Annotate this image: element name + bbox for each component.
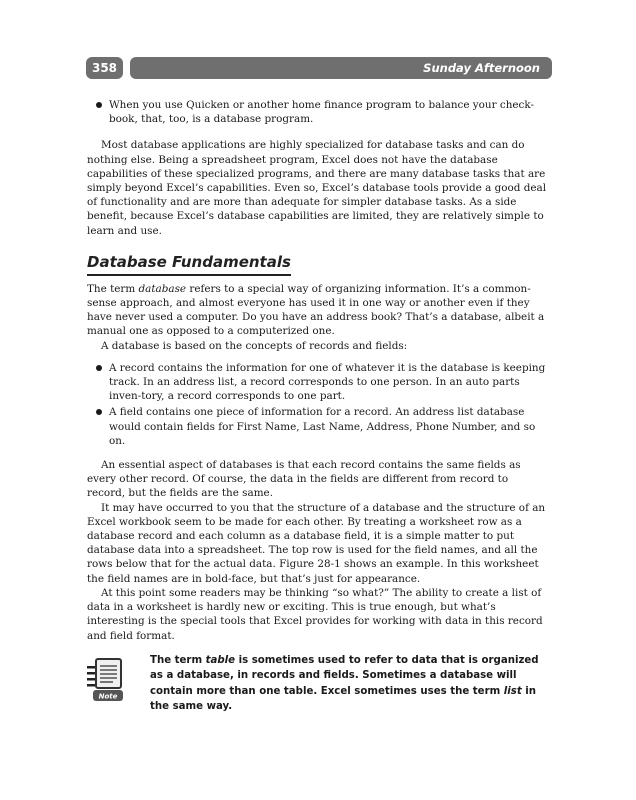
running-head: Sunday Afternoon bbox=[130, 57, 552, 79]
note-text: The term table is sometimes used to refer to data that is organized as a database, in records and fields. Sometimes a database will contain more than one table. Excel sometimes uses the term list in the same way. bbox=[150, 654, 539, 712]
records-fields-list bbox=[87, 361, 547, 448]
body-paragraph: It may have occurred to you that the structure of a database and the structure of an Excel workbook seem to be made for each other. By treating a worksheet row as a database record and each column as a database field, it is a simple matter to put database data into a spreadsheet. The top row is used for the field names, and all the rows below that for the actual data. Figure 28-1 shows an example. In this worksheet the field names are in bold-face, but that’s just for appearance. bbox=[87, 501, 546, 585]
page-number: 358 bbox=[86, 57, 123, 79]
note-icon bbox=[87, 657, 127, 701]
definition-paragraph: The term database refers to a special way of organizing information. It’s a common-sense approach, and almost everyone has used it in one way or another even if they have never used a computer. Do you have an address book? That’s a database, albeit a manual one as opposed to a computerized one. bbox=[87, 282, 545, 338]
term-database: database bbox=[138, 282, 187, 295]
term-table: table bbox=[205, 654, 236, 666]
body-paragraph: An essential aspect of databases is that each record contains the same fields as every other record. Of course, the data in the fields are different from record to record, but the fields are the same. bbox=[87, 459, 521, 500]
body-paragraph: At this point some readers may be thinking “so what?” The ability to create a list of data in a worksheet is hardly new or exciting. This is true enough, but what’s interesting is the special tools that Excel provides for working with data in this record and field format. bbox=[87, 586, 543, 642]
page-content bbox=[87, 98, 547, 712]
bullet-item: A field contains one piece of information for a record. An address list database would contain fields for First Name, Last Name, Address, Phone Number, and so on. bbox=[87, 405, 547, 448]
intro-bullet-list bbox=[87, 98, 547, 126]
concepts-sentence: A database is based on the concepts of records and fields: bbox=[101, 339, 408, 352]
term-list: list bbox=[503, 685, 522, 697]
bullet-item: When you use Quicken or another home finance program to balance your check-book, that, too, is a database program. bbox=[87, 98, 547, 126]
bullet-item: A record contains the information for one of whatever it is the database is keeping track. In an address list, a record corresponds to one person. In an auto parts inven-tory, a record corresponds to one part. bbox=[87, 361, 547, 404]
note-box bbox=[87, 653, 547, 712]
svg-text:Note: Note bbox=[98, 692, 118, 701]
page-header bbox=[86, 57, 552, 79]
intro-paragraph: Most database applications are highly specialized for database tasks and can do nothing else. Being a spreadsheet program, Excel does not have the database capabilities of these specialized programs, and there are many database tasks that are simply beyond Excel’s capabilities. Even so, Excel’s database tools provide a good deal of functionality and are more than adequate for simpler database tasks. As a side benefit, because Excel’s database capabilities are limited, they are relatively simple to learn and use. bbox=[87, 139, 547, 237]
section-heading: Database Fundamentals bbox=[87, 252, 291, 276]
